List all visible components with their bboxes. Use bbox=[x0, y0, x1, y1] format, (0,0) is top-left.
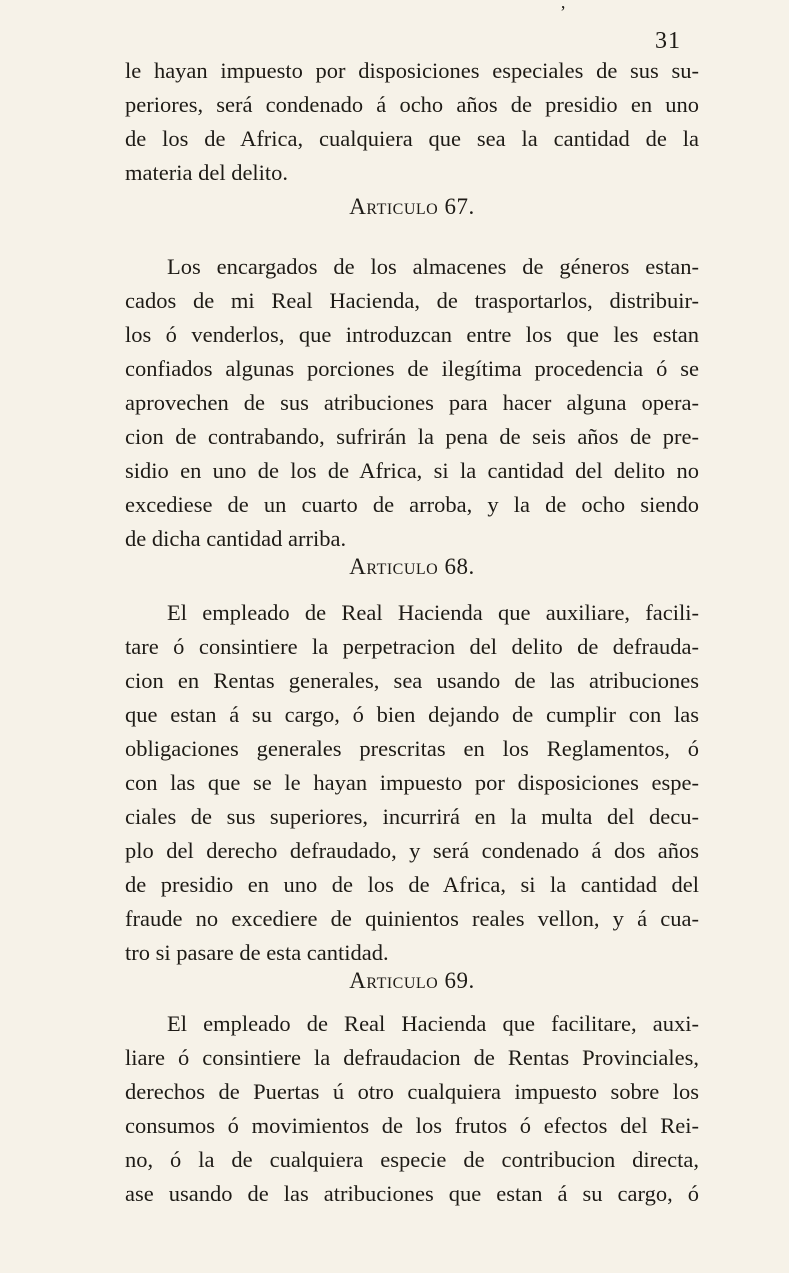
text-line: de dicha cantidad arriba. bbox=[125, 526, 347, 551]
text-line: de presidio en uno de los de Africa, si la cantidad del bbox=[125, 872, 699, 897]
text-line: que estan á su cargo, ó bien dejando de cumplir con las bbox=[125, 702, 699, 727]
text-line: periores, será condenado á ocho años de presidio en uno bbox=[125, 92, 699, 117]
text-line: no, ó la de cualquiera especie de contribucion directa, bbox=[125, 1147, 699, 1172]
text-line: confiados algunas porciones de ilegítima procedencia ó se bbox=[125, 356, 699, 381]
ink-mark: ’ bbox=[560, 2, 566, 22]
article-68-body bbox=[125, 596, 699, 970]
text-line: tro si pasare de esta cantidad. bbox=[125, 940, 389, 965]
text-line: ciales de sus superiores, incurrirá en la multa del decu- bbox=[125, 804, 699, 829]
text-line: derechos de Puertas ú otro cualquiera impuesto sobre los bbox=[125, 1079, 699, 1104]
text-line: liare ó consintiere la defraudacion de Rentas Provinciales, bbox=[125, 1045, 699, 1070]
text-line: plo del derecho defraudado, y será condenado á dos años bbox=[125, 838, 699, 863]
text-line: ase usando de las atribuciones que estan á su cargo, ó bbox=[125, 1181, 699, 1206]
text-line: El empleado de Real Hacienda que facilitare, auxi- bbox=[167, 1011, 699, 1036]
article-67-heading-block bbox=[125, 190, 699, 224]
text-line: cados de mi Real Hacienda, de trasportarlos, distribuir- bbox=[125, 288, 699, 313]
text-line: cion de contrabando, sufrirán la pena de seis años de pre- bbox=[125, 424, 699, 449]
paragraph-continuation bbox=[125, 54, 699, 190]
text-line: consumos ó movimientos de los frutos ó efectos del Rei- bbox=[125, 1113, 699, 1138]
text-line: excediese de un cuarto de arroba, y la de ocho siendo bbox=[125, 492, 699, 517]
article-69-body bbox=[125, 1007, 699, 1211]
text-line: sidio en uno de los de Africa, si la cantidad del delito no bbox=[125, 458, 699, 483]
article-heading: Articulo 69. bbox=[349, 968, 475, 993]
article-heading: Articulo 68. bbox=[349, 554, 475, 579]
text-line: le hayan impuesto por disposiciones especiales de sus su- bbox=[125, 58, 699, 83]
text-line: tare ó consintiere la perpetracion del delito de defrauda- bbox=[125, 634, 699, 659]
text-line: fraude no excediere de quinientos reales vellon, y á cua- bbox=[125, 906, 699, 931]
article-68-heading-block bbox=[125, 550, 699, 584]
article-69-heading-block bbox=[125, 964, 699, 998]
article-heading: Articulo 67. bbox=[349, 194, 475, 219]
text-line: materia del delito. bbox=[125, 160, 289, 185]
text-line: los ó venderlos, que introduzcan entre los que les estan bbox=[125, 322, 699, 347]
text-line: El empleado de Real Hacienda que auxiliare, facili- bbox=[167, 600, 699, 625]
text-line: Los encargados de los almacenes de géneros estan- bbox=[167, 254, 699, 279]
text-line: de los de Africa, cualquiera que sea la cantidad de la bbox=[125, 126, 699, 151]
text-line: con las que se le hayan impuesto por disposiciones espe- bbox=[125, 770, 699, 795]
text-line: cion en Rentas generales, sea usando de las atribuciones bbox=[125, 668, 699, 693]
text-line: aprovechen de sus atribuciones para hacer alguna opera- bbox=[125, 390, 699, 415]
article-67-body bbox=[125, 250, 699, 556]
page-number: 31 bbox=[655, 28, 681, 54]
text-line: obligaciones generales prescritas en los Reglamentos, ó bbox=[125, 736, 699, 761]
